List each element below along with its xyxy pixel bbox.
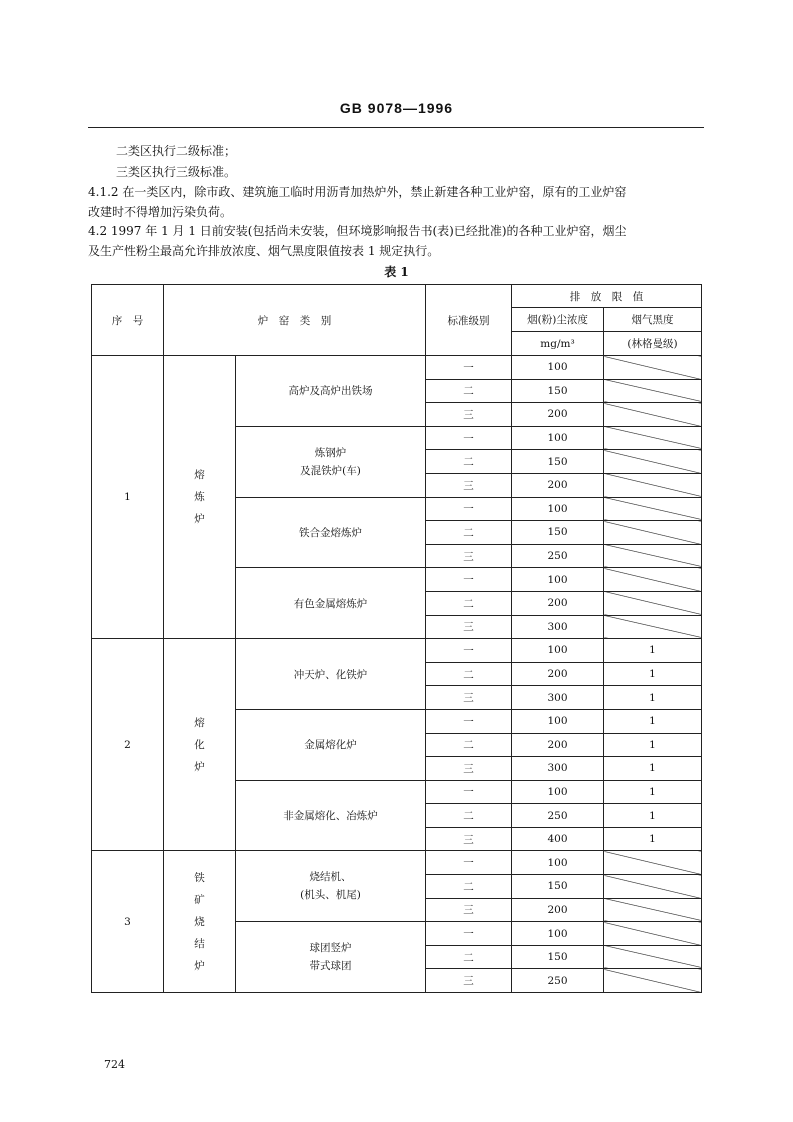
blackness-value: 1 <box>604 733 702 757</box>
standard-level: 三 <box>426 403 512 427</box>
standard-level: 三 <box>426 757 512 781</box>
blackness-not-applicable <box>604 497 702 521</box>
table-row <box>92 851 702 875</box>
kiln-subtype-line2: (机头、机尾) <box>300 889 361 902</box>
standard-level: 二 <box>426 591 512 615</box>
dust-concentration-value: 300 <box>512 686 604 710</box>
standard-level: 三 <box>426 827 512 851</box>
blackness-not-applicable <box>604 898 702 922</box>
standard-level: 一 <box>426 356 512 380</box>
header-seq: 序 号 <box>92 285 164 356</box>
kiln-subtype <box>236 922 426 993</box>
header-emission-limit: 排 放 限 值 <box>512 285 702 308</box>
standard-level: 一 <box>426 426 512 450</box>
paragraph-4-1-2-line1: 4.1.2 在一类区内，除市政、建筑施工临时用沥青加热炉外，禁止新建各种工业炉窑，原有的工业炉窑 <box>88 185 627 199</box>
dust-concentration-value: 100 <box>512 568 604 592</box>
standard-level: 一 <box>426 497 512 521</box>
kiln-subtype: 有色金属熔炼炉 <box>236 568 426 639</box>
dust-concentration-value: 150 <box>512 521 604 545</box>
blackness-not-applicable <box>604 922 702 946</box>
standard-level: 三 <box>426 969 512 993</box>
paragraph-4-2-line2: 及生产性粉尘最高允许排放浓度、烟气黑度限值按表 1 规定执行。 <box>88 244 440 258</box>
header-kiln-type: 炉 窑 类 别 <box>164 285 426 356</box>
kiln-subtype-line1: 烧结机、 <box>309 871 352 884</box>
kiln-subtype: 冲天炉、化铁炉 <box>236 639 426 710</box>
blackness-value: 1 <box>604 709 702 733</box>
kiln-subtype-line2: 带式球团 <box>309 960 352 973</box>
standard-level: 三 <box>426 898 512 922</box>
paragraph-4-2-line1: 4.2 1997 年 1 月 1 日前安装(包括尚未安装，但环境影响报告书(表)已经批准)的各种工业炉窑，烟尘 <box>88 224 627 238</box>
kiln-category-label: 熔化炉 <box>194 716 205 773</box>
blackness-not-applicable <box>604 473 702 497</box>
dust-concentration-value: 150 <box>512 450 604 474</box>
row-seq-number: 1 <box>92 356 164 639</box>
dust-concentration-value: 200 <box>512 662 604 686</box>
dust-concentration-value: 200 <box>512 733 604 757</box>
standard-level: 一 <box>426 851 512 875</box>
blackness-value: 1 <box>604 780 702 804</box>
kiln-subtype: 非金属熔化、冶炼炉 <box>236 780 426 851</box>
dust-concentration-value: 150 <box>512 945 604 969</box>
paragraph-level-three: 三类区执行三级标准。 <box>116 165 237 179</box>
kiln-subtype: 金属熔化炉 <box>236 709 426 780</box>
standard-level: 三 <box>426 473 512 497</box>
kiln-subtype <box>236 426 426 497</box>
kiln-subtype-line2: 及混铁炉(车) <box>300 464 361 477</box>
dust-concentration-value: 200 <box>512 591 604 615</box>
dust-concentration-value: 250 <box>512 969 604 993</box>
kiln-category <box>164 356 236 639</box>
dust-concentration-value: 250 <box>512 804 604 828</box>
paragraph-level-two: 二类区执行二级标准； <box>116 144 237 158</box>
dust-concentration-value: 400 <box>512 827 604 851</box>
standard-level: 二 <box>426 804 512 828</box>
standard-level: 二 <box>426 875 512 899</box>
blackness-not-applicable <box>604 356 702 380</box>
standard-level: 一 <box>426 639 512 663</box>
kiln-subtype-line1: 炼钢炉 <box>314 446 347 459</box>
header-dust-concentration: 烟(粉)尘浓度 <box>512 308 604 332</box>
standard-level: 一 <box>426 922 512 946</box>
row-seq-number: 3 <box>92 851 164 993</box>
dust-concentration-value: 150 <box>512 875 604 899</box>
blackness-not-applicable <box>604 615 702 639</box>
blackness-value: 1 <box>604 804 702 828</box>
blackness-not-applicable <box>604 403 702 427</box>
dust-concentration-value: 100 <box>512 639 604 663</box>
blackness-not-applicable <box>604 426 702 450</box>
table-caption: 表 1 <box>384 265 409 279</box>
blackness-not-applicable <box>604 450 702 474</box>
dust-concentration-value: 100 <box>512 426 604 450</box>
header-smoke-blackness: 烟气黑度 <box>604 308 702 332</box>
header-rule <box>88 127 704 128</box>
kiln-subtype: 高炉及高炉出铁场 <box>236 356 426 427</box>
dust-concentration-value: 100 <box>512 922 604 946</box>
kiln-category <box>164 851 236 993</box>
blackness-not-applicable <box>604 379 702 403</box>
standard-level: 三 <box>426 686 512 710</box>
dust-concentration-value: 100 <box>512 851 604 875</box>
dust-concentration-value: 300 <box>512 757 604 781</box>
standard-level: 三 <box>426 544 512 568</box>
standard-level: 一 <box>426 780 512 804</box>
document-header-title: GB 9078—1996 <box>339 100 454 116</box>
blackness-value: 1 <box>604 662 702 686</box>
paragraph-4-1-2-line2: 改建时不得增加污染负荷。 <box>88 205 233 219</box>
dust-concentration-value: 100 <box>512 356 604 380</box>
kiln-subtype-line1: 球团竖炉 <box>309 942 352 955</box>
dust-concentration-value: 200 <box>512 403 604 427</box>
dust-concentration-value: 150 <box>512 379 604 403</box>
blackness-not-applicable <box>604 851 702 875</box>
dust-concentration-value: 100 <box>512 497 604 521</box>
kiln-category <box>164 639 236 851</box>
kiln-category-label: 铁矿烧结炉 <box>194 871 205 972</box>
header-blackness-unit: (林格曼级) <box>604 332 702 356</box>
blackness-not-applicable <box>604 568 702 592</box>
blackness-not-applicable <box>604 521 702 545</box>
standard-level: 二 <box>426 450 512 474</box>
page-number: 724 <box>104 1058 125 1071</box>
standard-level: 一 <box>426 709 512 733</box>
standard-level: 二 <box>426 733 512 757</box>
blackness-not-applicable <box>604 591 702 615</box>
row-seq-number: 2 <box>92 639 164 851</box>
blackness-not-applicable <box>604 875 702 899</box>
dust-concentration-value: 250 <box>512 544 604 568</box>
dust-concentration-value: 100 <box>512 780 604 804</box>
standard-level: 二 <box>426 521 512 545</box>
blackness-value: 1 <box>604 757 702 781</box>
header-standard-level: 标准级别 <box>426 285 512 356</box>
blackness-value: 1 <box>604 686 702 710</box>
table-row <box>92 639 702 663</box>
blackness-value: 1 <box>604 639 702 663</box>
dust-concentration-value: 100 <box>512 709 604 733</box>
standard-level: 三 <box>426 615 512 639</box>
blackness-value: 1 <box>604 827 702 851</box>
standard-level: 一 <box>426 568 512 592</box>
dust-concentration-value: 200 <box>512 898 604 922</box>
blackness-not-applicable <box>604 969 702 993</box>
emission-limits-table <box>91 284 702 993</box>
kiln-category-label: 熔炼炉 <box>194 469 205 526</box>
standard-level: 二 <box>426 945 512 969</box>
kiln-subtype <box>236 851 426 922</box>
table-row <box>92 356 702 380</box>
blackness-not-applicable <box>604 544 702 568</box>
header-dust-unit: mg/m³ <box>512 332 604 356</box>
dust-concentration-value: 300 <box>512 615 604 639</box>
standard-level: 二 <box>426 662 512 686</box>
dust-concentration-value: 200 <box>512 473 604 497</box>
standard-level: 二 <box>426 379 512 403</box>
blackness-not-applicable <box>604 945 702 969</box>
kiln-subtype: 铁合金熔炼炉 <box>236 497 426 568</box>
